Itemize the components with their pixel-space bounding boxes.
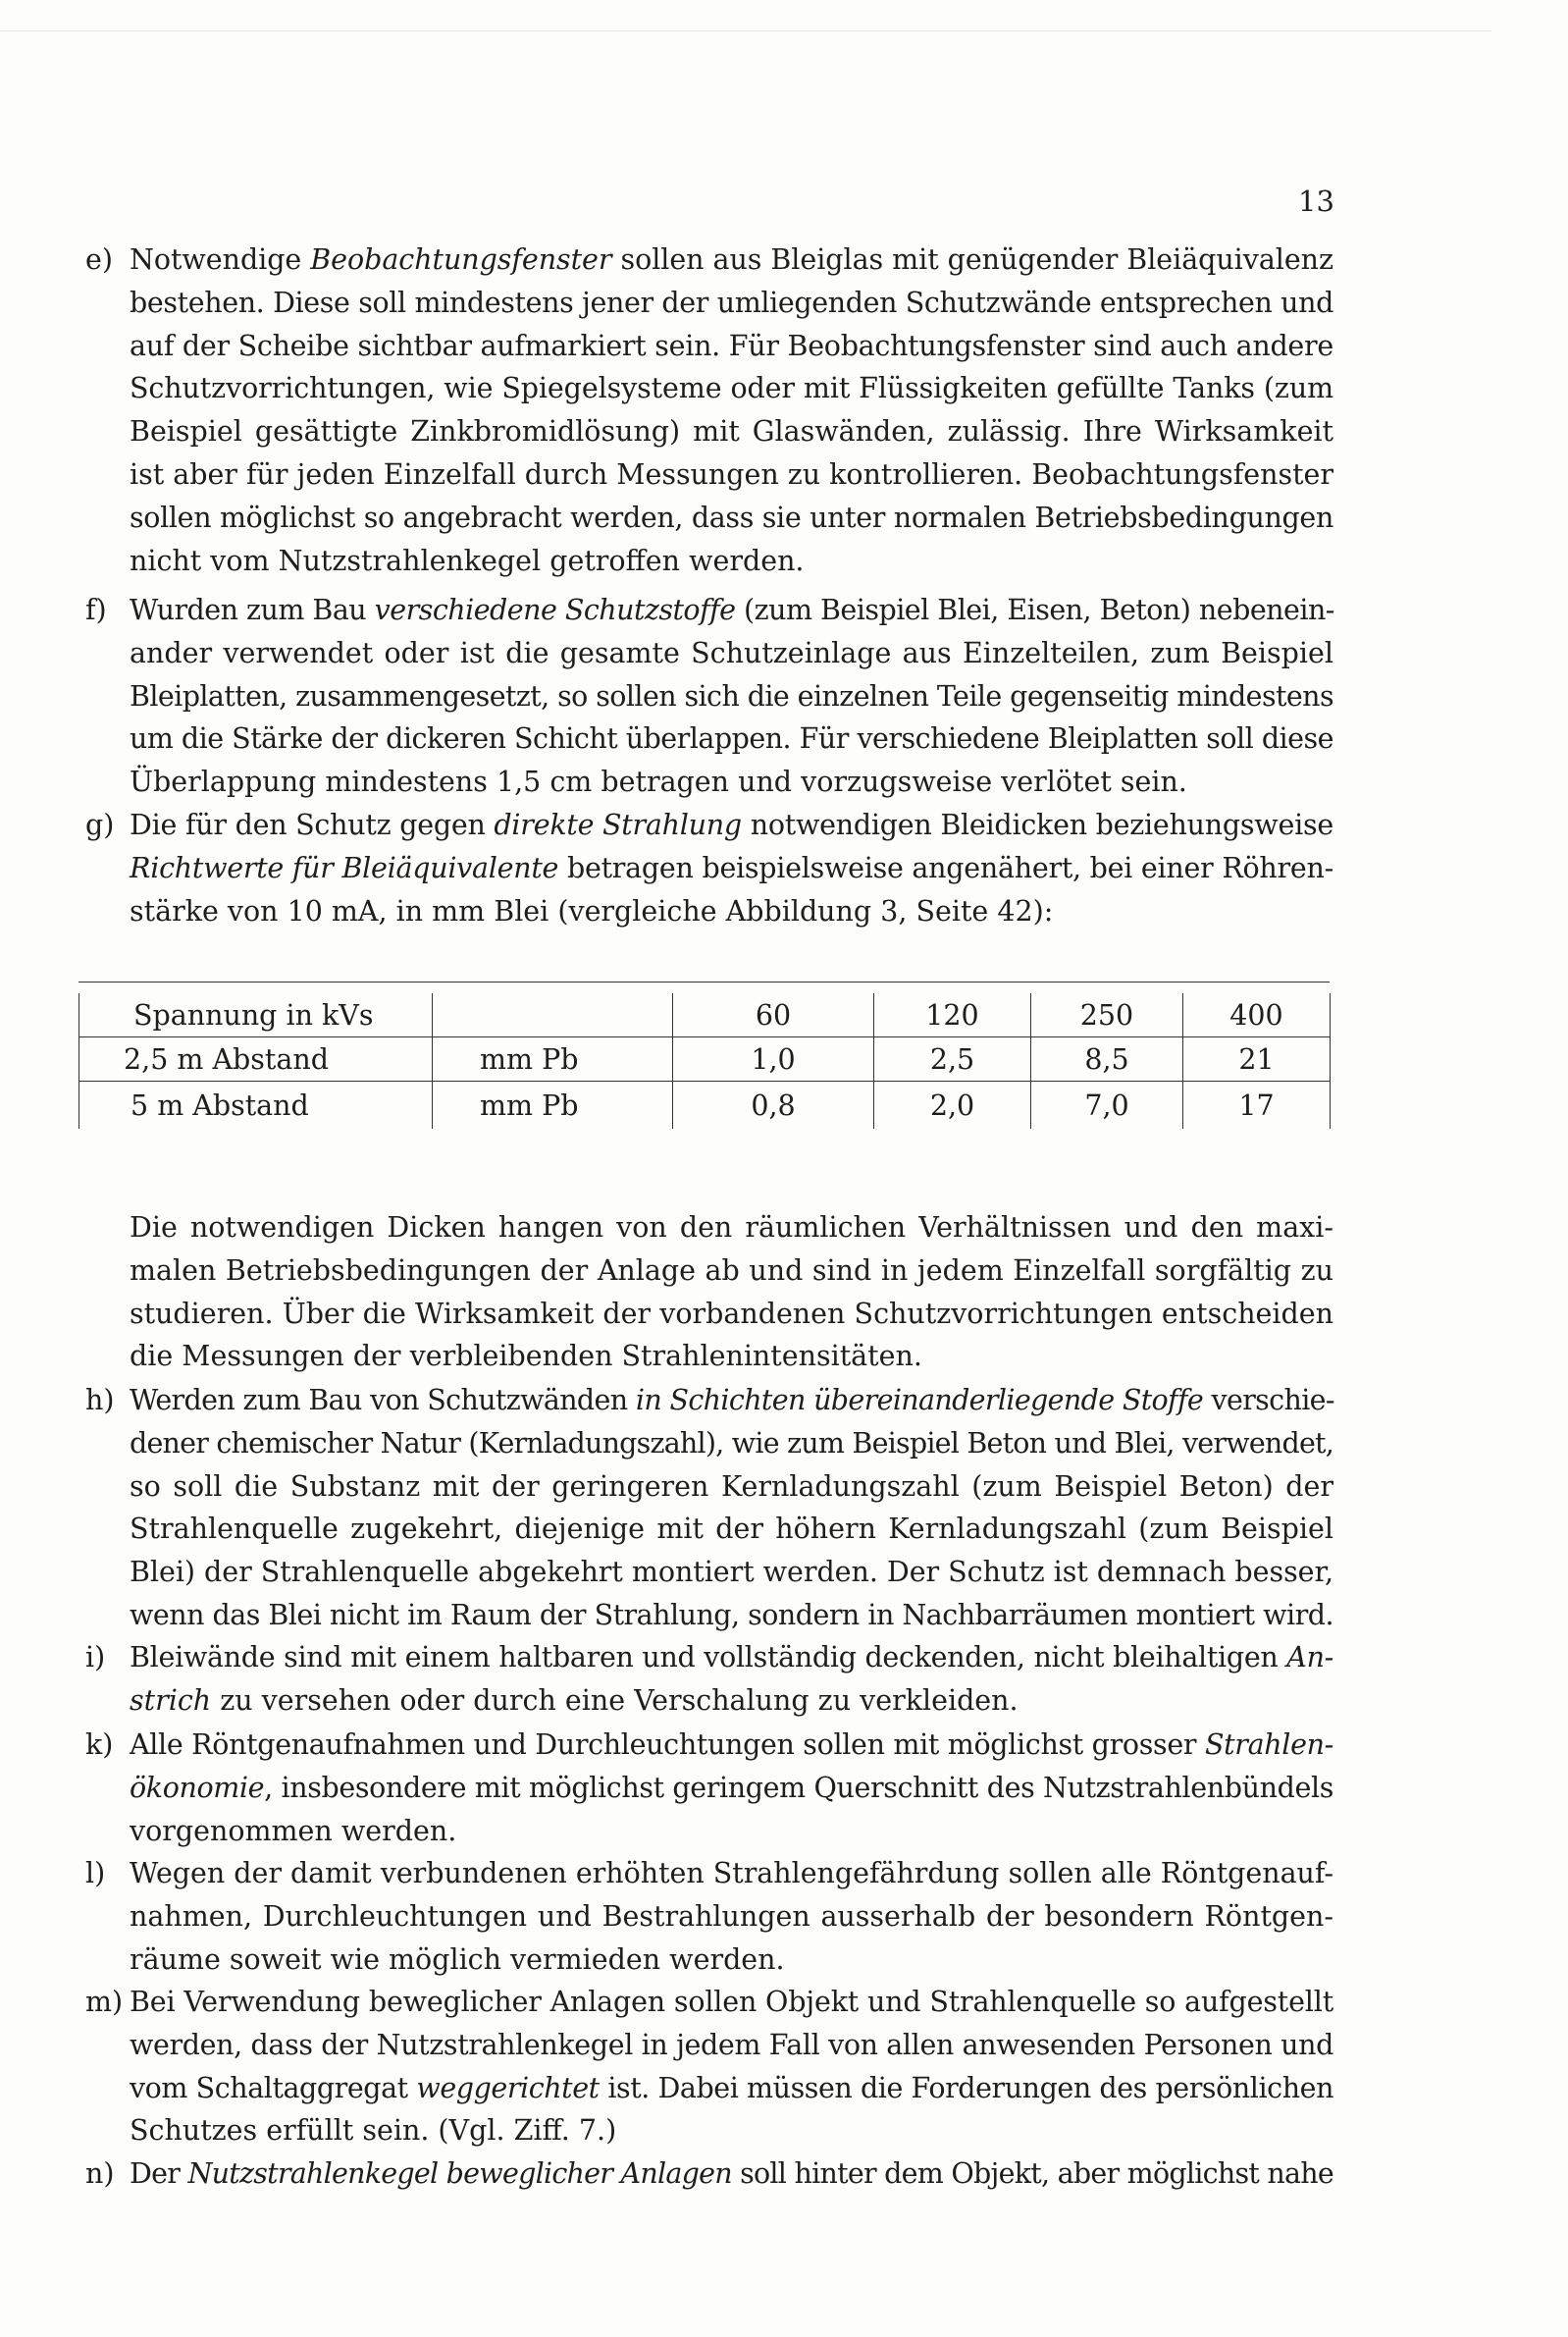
item-label: h) [85,1384,115,1416]
table-row [79,1037,1331,1082]
text-line-content: Notwendige Beobachtungsfenster sollen aus Bleiglas mit genügender Bleiäquivalenz [130,243,1333,276]
text-line-content: ist aber für jeden Einzelfall durch Messungen zu kontrollieren. Beobachtungsfenster [130,457,1333,491]
text-line [130,589,1333,632]
text-line [130,239,1333,282]
item-n [85,2152,1333,2196]
text-line [130,497,1333,540]
text-line-content: Strahlenquelle zugekehrt, diejenige mit der höhern Kernladungszahl (zum Beispiel [130,1513,1333,1546]
text-line [130,1508,1333,1551]
text-line-content: auf der Scheibe sichtbar aufmarkiert sein. Für Beobachtungsfenster sind auch andere [130,329,1333,362]
text-line-content: Bleiplatten, zusammengesetzt, so sollen sich die einzelnen Teile gegenseitig mindestens [130,679,1333,713]
text-line-content: räume soweit wie möglich vermieden werden. [130,1942,785,1976]
text-line [130,675,1333,718]
text-line [130,1551,1333,1594]
item-label: k) [85,1728,114,1761]
item-text [130,804,1333,932]
text-line [130,1379,1333,1422]
text-line-content: Bleiwände sind mit einem haltbaren und vollständig deckenden, nicht bleihaltigen An- [130,1641,1333,1673]
text-line-content: nahmen, Durchleuchtungen und Bestrahlungen ausserhalb der besondern Röntgen- [130,1899,1333,1933]
text-line-content: Alle Röntgenaufnahmen und Durchleuchtungen sollen mit möglichst grosser Strahlen- [130,1728,1333,1761]
text-line [130,1679,1333,1723]
item-text [130,2152,1333,2196]
emphasis: in Schichten übereinanderliegende Stoffe [635,1384,1204,1416]
row-label: 5 m Abstand [79,1082,433,1130]
text-line-content: stärke von 10 mA, in mm Blei (vergleiche Abbildung 3, Seite 42): [130,894,1054,928]
header-value: 60 [673,993,874,1037]
text-line [130,1981,1333,2024]
row-unit: mm Pb [433,1037,673,1082]
text-line [130,804,1333,847]
item-k [85,1724,1333,1852]
text-line [130,1895,1333,1939]
item-text [130,589,1333,804]
item-g [85,804,1333,932]
text-line [130,2024,1333,2067]
text-line-content: Die notwendigen Dicken hangen von den räumlichen Verhältnissen und den maxi- [130,1211,1333,1244]
table-top-rule [78,982,1330,983]
emphasis: Strahlen- [1204,1728,1333,1761]
text-line-content: die Messungen der verbleibenden Strahlenintensitäten. [130,1340,922,1373]
text-line [130,1249,1333,1293]
text-line-content: vom Schaltaggregat weggerichtet ist. Dabei müssen die Forderungen des persönlichen [130,2071,1333,2104]
row-value: 8,5 [1031,1037,1183,1082]
text-line-content: ander verwendet oder ist die gesamte Schutzeinlage aus Einzelteilen, zum Beispiel [130,636,1333,669]
item-label: n) [85,2157,115,2190]
row-value: 21 [1183,1037,1331,1082]
row-label: 2,5 m Abstand [79,1037,433,1082]
text-line [130,1810,1333,1853]
dose-table [78,993,1331,1129]
row-value: 2,0 [874,1082,1031,1130]
text-line-content: Richtwerte für Bleiäquivalente betragen beispielsweise angenähert, bei einer Röhren- [130,851,1334,884]
text-line-content: vorgenommen werden. [130,1814,457,1847]
page-number: 13 [1298,185,1334,218]
text-line-content: Wegen der damit verbundenen erhöhten Strahlengefährdung sollen alle Röntgenauf- [130,1857,1333,1889]
row-value: 2,5 [874,1037,1031,1082]
text-line [130,761,1333,804]
item-text [130,1724,1333,1852]
text-line-content: ökonomie, insbesondere mit möglichst geringem Querschnitt des Nutzstrahlenbündels [130,1771,1333,1804]
text-line [130,1422,1333,1465]
text-line-content: sollen möglichst so angebracht werden, dass sie unter normalen Betriebsbedingungen [130,501,1333,534]
text-line-content: so soll die Substanz mit der geringeren Kernladungszahl (zum Beispiel Beton) der [130,1469,1333,1503]
item-text [130,1852,1333,1981]
item-label: l) [85,1857,106,1889]
text-line [130,890,1333,933]
text-line-content: bestehen. Diese soll mindestens jener der umliegenden Schutzwände entsprechen und [130,286,1333,319]
header-value: 120 [874,993,1031,1037]
text-line-content: dener chemischer Natur (Kernladungszahl), wie zum Beispiel Beton und Blei, verwendet, [130,1426,1334,1460]
header-value: 250 [1031,993,1183,1037]
text-line [130,1465,1333,1509]
item-label: f) [85,594,107,626]
scan-edge-line [0,30,1491,31]
text-line [130,1636,1333,1679]
text-line [130,632,1333,675]
row-value: 17 [1183,1082,1331,1130]
text-line [130,367,1333,410]
row-value: 0,8 [673,1082,874,1130]
text-line [130,1939,1333,1982]
text-line-content: Bei Verwendung beweglicher Anlagen sollen Objekt und Strahlenquelle so aufgestellt [130,1986,1333,2018]
table-row [79,1082,1331,1130]
item-e [85,239,1333,582]
text-line [130,1594,1333,1637]
emphasis: weggerichtet [416,2071,600,2104]
item-text [130,1981,1333,2152]
text-line [130,1767,1333,1810]
text-line-content: Werden zum Bau von Schutzwänden in Schichten übereinanderliegende Stoffe verschie- [130,1384,1334,1416]
table-header-row [79,993,1331,1037]
text-line [130,2109,1333,2152]
text-line-content: wenn das Blei nicht im Raum der Strahlung, sondern in Nachbarräumen montiert wird. [130,1598,1334,1631]
item-h [85,1379,1333,1637]
emphasis: ökonomie [130,1771,265,1804]
text-line [130,2067,1333,2110]
text-line [130,1852,1333,1895]
item-l [85,1852,1333,1981]
item-label: m) [85,1986,124,2018]
item-label: e) [85,243,113,276]
item-label: g) [85,809,115,841]
text-line [130,1206,1333,1249]
text-line [130,540,1333,583]
text-line-content: strich zu versehen oder durch eine Verschalung zu verkleiden. [130,1683,1019,1717]
row-value: 7,0 [1031,1082,1183,1130]
text-line [130,453,1333,497]
text-line-content: um die Stärke der dickeren Schicht überlappen. Für verschiedene Bleiplatten soll diese [130,722,1333,756]
text-line-content: Der Nutzstrahlenkegel beweglicher Anlagen soll hinter dem Objekt, aber möglichst nahe [130,2157,1333,2190]
text-line-content: malen Betriebsbedingungen der Anlage ab und sind in jedem Einzelfall sorgfältig zu [130,1253,1333,1287]
text-line-content: Beispiel gesättigte Zinkbromidlösung) mit Glaswänden, zulässig. Ihre Wirksamkeit [130,415,1333,449]
text-line [130,1335,1333,1378]
item-text [130,239,1333,582]
emphasis: strich [130,1683,212,1717]
item-m [85,1981,1333,2152]
emphasis: An- [1286,1641,1333,1673]
emphasis: direkte Strahlung [494,809,742,841]
lead-thickness-table [78,982,1330,1156]
text-line [130,1724,1333,1767]
text-line-content: studieren. Über die Wirksamkeit der vorbandenen Schutzvorrichtungen entscheiden [130,1297,1333,1330]
text-line-content: Schutzes erfüllt sein. (Vgl. Ziff. 7.) [130,2114,617,2148]
text-line [130,282,1333,325]
emphasis: verschiedene Schutzstoffe [374,594,736,626]
text-line-content: Die für den Schutz gegen direkte Strahlung notwendigen Bleidicken beziehungsweise [130,809,1333,841]
text-line-content: Schutzvorrichtungen, wie Spiegelsysteme oder mit Flüssigkeiten gefüllte Tanks (zum [130,372,1333,405]
row-unit: mm Pb [433,1082,673,1130]
text-line-content: Blei) der Strahlenquelle abgekehrt montiert werden. Der Schutz ist demnach besser, [130,1556,1333,1589]
row-value: 1,0 [673,1037,874,1082]
text-line [130,325,1333,368]
item-label: i) [85,1641,106,1673]
emphasis: Beobachtungsfenster [310,243,612,276]
text-line [130,2152,1333,2196]
header-unit [433,993,673,1037]
item-text [130,1636,1333,1723]
text-line [130,1293,1333,1336]
header-value: 400 [1183,993,1331,1037]
item-i [85,1636,1333,1723]
text-line [130,847,1333,890]
emphasis: Nutzstrahlenkegel beweglicher Anlagen [187,2157,732,2190]
text-line [130,410,1333,453]
header-label: Spannung in kVs [79,993,433,1037]
text-line-content: nicht vom Nutzstrahlenkegel getroffen werden. [130,544,805,577]
text-line-content: Überlappung mindestens 1,5 cm betragen und vorzugsweise verlötet sein. [130,766,1187,799]
item-f [85,589,1333,804]
item-text [130,1379,1333,1637]
text-line [130,717,1333,761]
text-line-content: Wurden zum Bau verschiedene Schutzstoffe (zum Beispiel Blei, Eisen, Beton) nebenein- [130,594,1334,626]
note-paragraph [130,1206,1333,1378]
emphasis: Richtwerte für Bleiäquivalente [130,851,559,884]
text-line-content: werden, dass der Nutzstrahlenkegel in jedem Fall von allen anwesenden Personen und [130,2028,1333,2061]
